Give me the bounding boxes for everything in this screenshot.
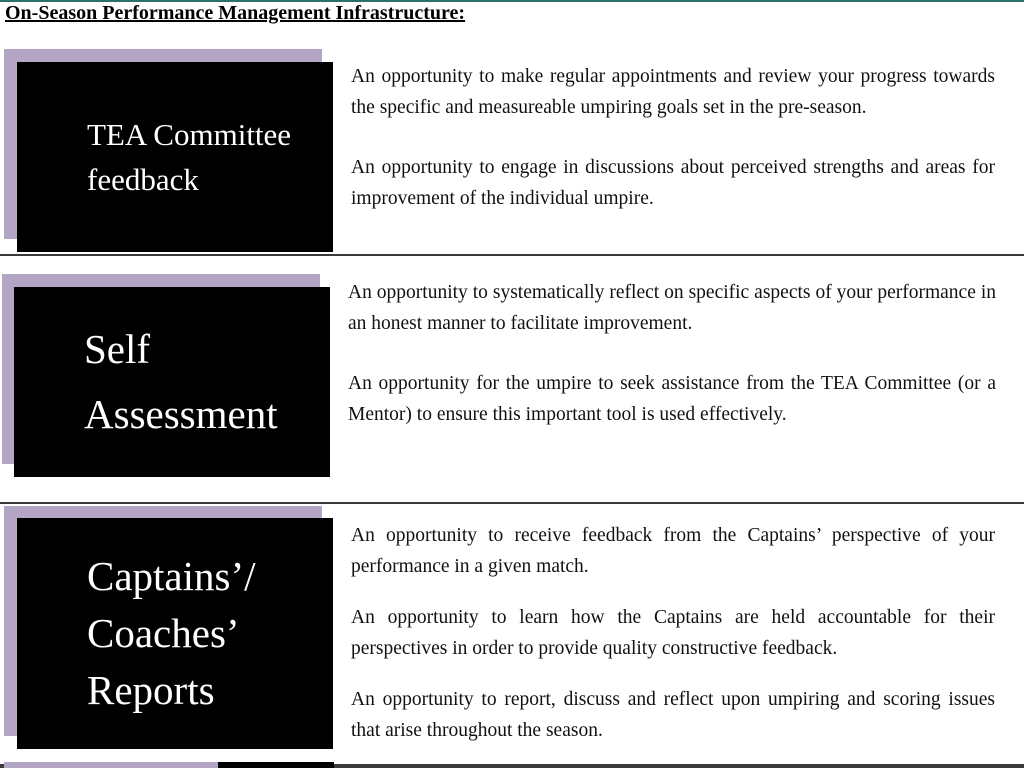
description-paragraph: An opportunity for the umpire to seek assistance from the TEA Committee (or a Mentor) to ensure this important tool is used effectively. xyxy=(348,373,996,425)
description-paragraph: An opportunity to receive feedback from the Captains’ perspective of your performance in a given match. xyxy=(351,525,995,577)
description-paragraph: An opportunity to learn how the Captains are held accountable for their perspectives in order to provide quality constructive feedback. xyxy=(351,607,995,659)
section-divider xyxy=(0,254,1024,256)
description-paragraph: An opportunity to engage in discussions about perceived strengths and areas for improvement of the individual umpire. xyxy=(351,157,995,209)
next-label-box-shadow xyxy=(4,762,218,768)
label-box xyxy=(17,62,333,252)
label-box xyxy=(17,518,333,749)
section-label: Self Assessment xyxy=(84,326,278,437)
description-paragraph: An opportunity to systematically reflect on specific aspects of your performance in an honest manner to facilitate improvement. xyxy=(348,282,996,334)
description-paragraph: An opportunity to report, discuss and reflect upon umpiring and scoring issues that arise throughout the season. xyxy=(351,689,995,741)
next-label-box xyxy=(218,762,334,768)
section-label: TEA Committee feedback xyxy=(87,117,292,197)
section-description xyxy=(348,277,996,430)
section-label: Captains’/ Coaches’ Reports xyxy=(87,553,256,713)
label-box xyxy=(14,287,330,477)
page-title: On-Season Performance Management Infrastructure: xyxy=(5,2,466,24)
section-description xyxy=(351,520,995,746)
section-description xyxy=(351,61,995,214)
section-divider xyxy=(0,502,1024,504)
description-paragraph: An opportunity to make regular appointments and review your progress towards the specific and measureable umpiring goals set in the pre-season. xyxy=(351,66,995,118)
